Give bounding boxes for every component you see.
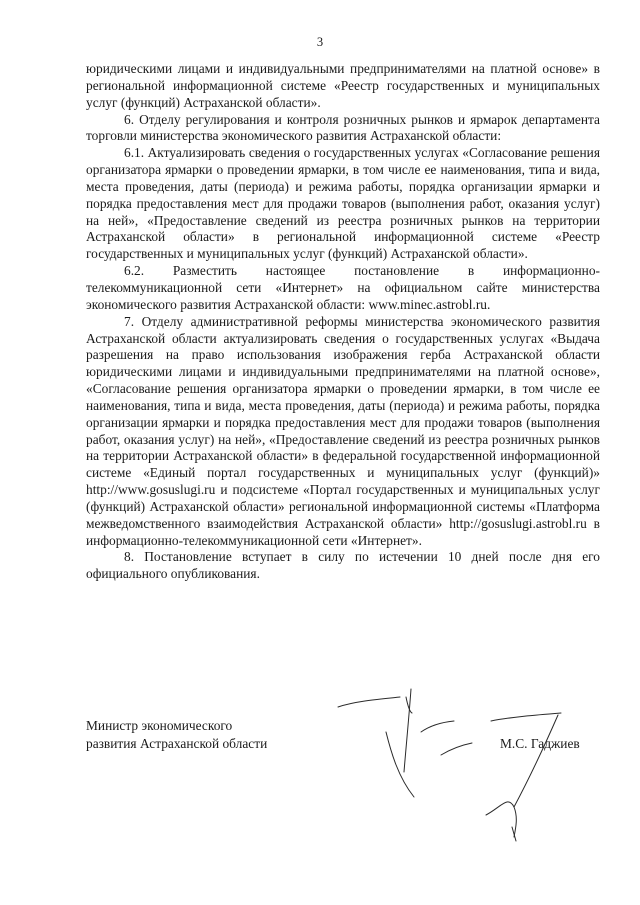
paragraph-item-6-1: 6.1. Актуализировать сведения о государственных услугах «Согласование решения организатора ярмарки о проведении ярмарки, в том числе ее наименования, типа и вида, места проведения, даты (периода) и режима работы, порядка организации ярмарки и порядка предоставления мест для продажи товаров (выполнения работ, оказания услуг) на ней», «Предоставление сведений из реестра розничных рынков на территории Астраханской области» в региональной информационной системе «Реестр государственных и муниципальных услуг (функций) Астраханской области». — [86, 145, 600, 262]
document-body — [86, 61, 600, 583]
signatory-title-line-2: развития Астраханской области — [86, 736, 268, 751]
paragraph-item-8: 8. Постановление вступает в силу по истечении 10 дней после дня его официального опубликования. — [86, 549, 600, 582]
paragraph-continuation: юридическими лицами и индивидуальными предпринимателями на платной основе» в региональной информационной системе «Реестр государственных и муниципальных услуг (функций) Астраханской области». — [86, 61, 600, 110]
signature-block — [86, 717, 606, 837]
signatory-name: М.С. Гаджиев — [500, 736, 580, 751]
paragraph-item-6-2: 6.2. Разместить настоящее постановление в информационно-телекоммуникационной сети «Интернет» на официальном сайте министерства экономического развития Астраханской области: www.minec.astrobl.ru. — [86, 263, 600, 312]
signatory-title — [86, 717, 267, 753]
signatory-title-line-1: Министр экономического — [86, 718, 233, 733]
paragraph-item-6: 6. Отделу регулирования и контроля розничных рынков и ярмарок департамента торговли министерства экономического развития Астраханской области: — [86, 111, 600, 144]
paragraph-item-7: 7. Отделу административной реформы министерства экономического развития Астраханской области актуализировать сведения о государственных услугах «Выдача разрешения на право использования изображения герба Астраханской области юридическими лицами и индивидуальными предпринимателями на платной основе», «Согласование решения организатора ярмарки о проведении ярмарки, в том числе ее наименования, типа и вида, места проведения, даты (периода) и режима работы, порядка организации ярмарки и порядка предоставления мест для продажи товаров (выполнения работ, оказания услуг) на ней», «Предоставление сведений из реестра розничных рынков на территории Астраханской области» в федеральной государственной информационной системе «Единый портал государственных и муниципальных услуг (функций)» http://www.gosuslugi.ru и подсистеме «Портал государственных и муниципальных услуг (функций) Астраханской области» региональной информационной системы «Платформа межведомственного взаимодействия Астраханской области» http://gosuslugi.astrobl.ru в информационно-телекоммуникационной сети «Интернет». — [86, 313, 600, 548]
handwritten-signature — [336, 677, 586, 847]
page-number: 3 — [316, 35, 324, 49]
